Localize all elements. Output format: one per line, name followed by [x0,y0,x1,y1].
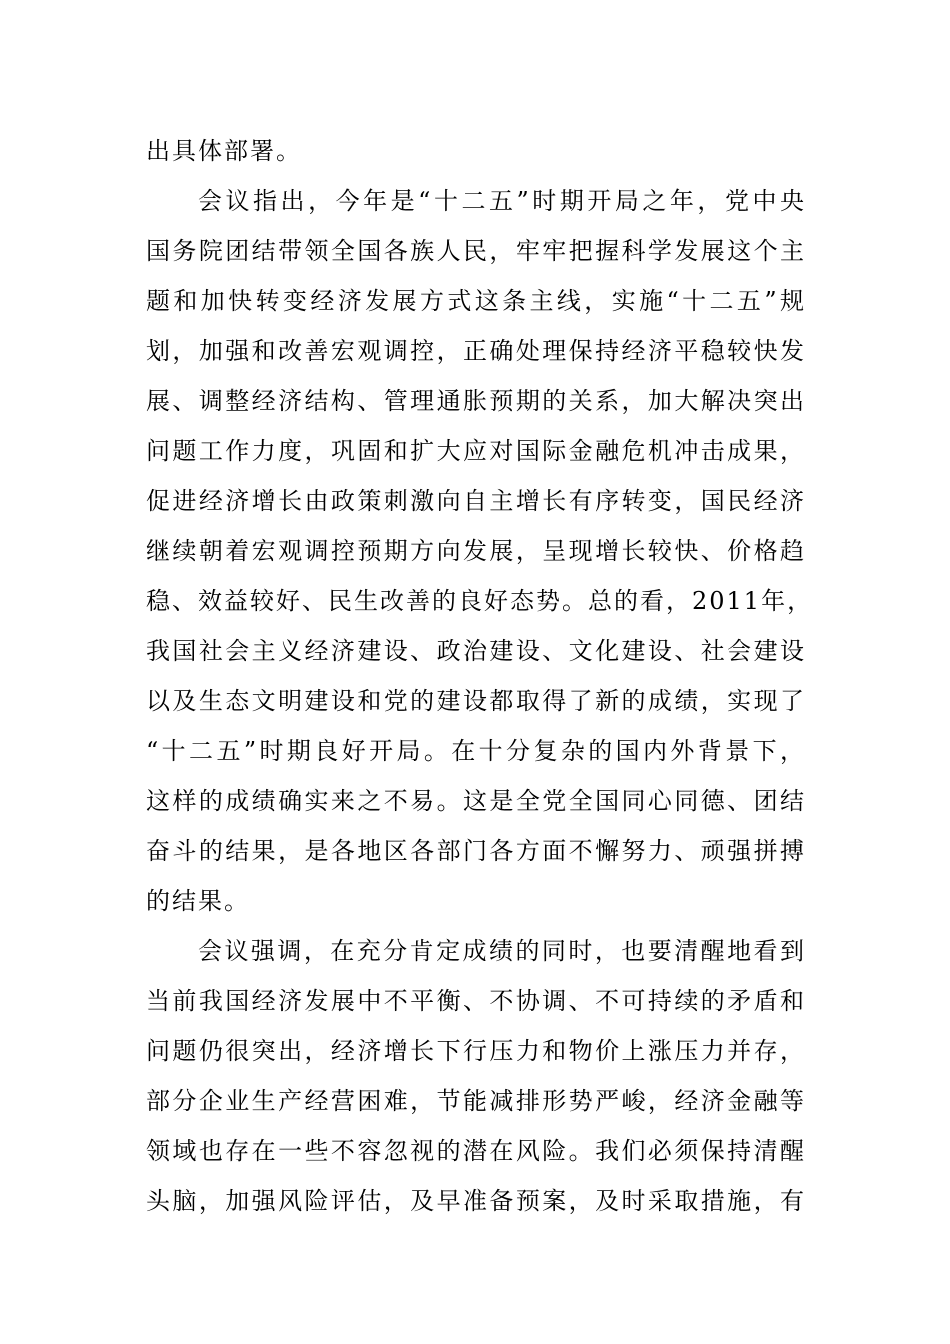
text-line: 继续朝着宏观调控预期方向发展，呈现增长较快、价格趋 [146,537,806,565]
text-line: 稳、效益较好、民生改善的良好态势。总的看，2011年， [146,587,814,615]
text-line: 国务院团结带领全国各族人民，牢牢把握科学发展这个主 [146,237,806,265]
text-line: 当前我国经济发展中不平衡、不协调、不可持续的矛盾和 [146,987,806,1015]
text-line: 展、调整经济结构、管理通胀预期的关系，加大解决突出 [146,387,806,415]
text-line: 促进经济增长由政策刺激向自主增长有序转变，国民经济 [146,487,806,515]
text-line: 我国社会主义经济建设、政治建设、文化建设、社会建设 [146,637,806,665]
text-line: 问题仍很突出，经济增长下行压力和物价上涨压力并存， [146,1037,806,1065]
text-line: 的结果。 [146,887,250,915]
text-line: 头脑，加强风险评估，及早准备预案，及时采取措施，有 [146,1187,806,1215]
paragraph-start-line: 会议强调，在充分肯定成绩的同时，也要清醒地看到 [198,937,806,965]
document-body [146,126,814,1226]
text-line: 题和加快转变经济发展方式这条主线，实施“十二五”规 [146,287,806,315]
text-line: 部分企业生产经营困难，节能减排形势严峻，经济金融等 [146,1087,806,1115]
text-line: 以及生态文明建设和党的建设都取得了新的成绩，实现了 [146,687,806,715]
text-line: 这样的成绩确实来之不易。这是全党全国同心同德、团结 [146,787,806,815]
text-line: 划，加强和改善宏观调控，正确处理保持经济平稳较快发 [146,337,806,365]
text-line: 出具体部署。 [146,137,302,165]
paragraph-start-line: 会议指出，今年是“十二五”时期开局之年，党中央 [198,187,806,215]
text-line: 问题工作力度，巩固和扩大应对国际金融危机冲击成果， [146,437,806,465]
text-line: 领域也存在一些不容忽视的潜在风险。我们必须保持清醒 [146,1137,806,1165]
text-line: 奋斗的结果，是各地区各部门各方面不懈努力、顽强拼搏 [146,837,806,865]
text-line: “十二五”时期良好开局。在十分复杂的国内外背景下， [146,737,806,765]
